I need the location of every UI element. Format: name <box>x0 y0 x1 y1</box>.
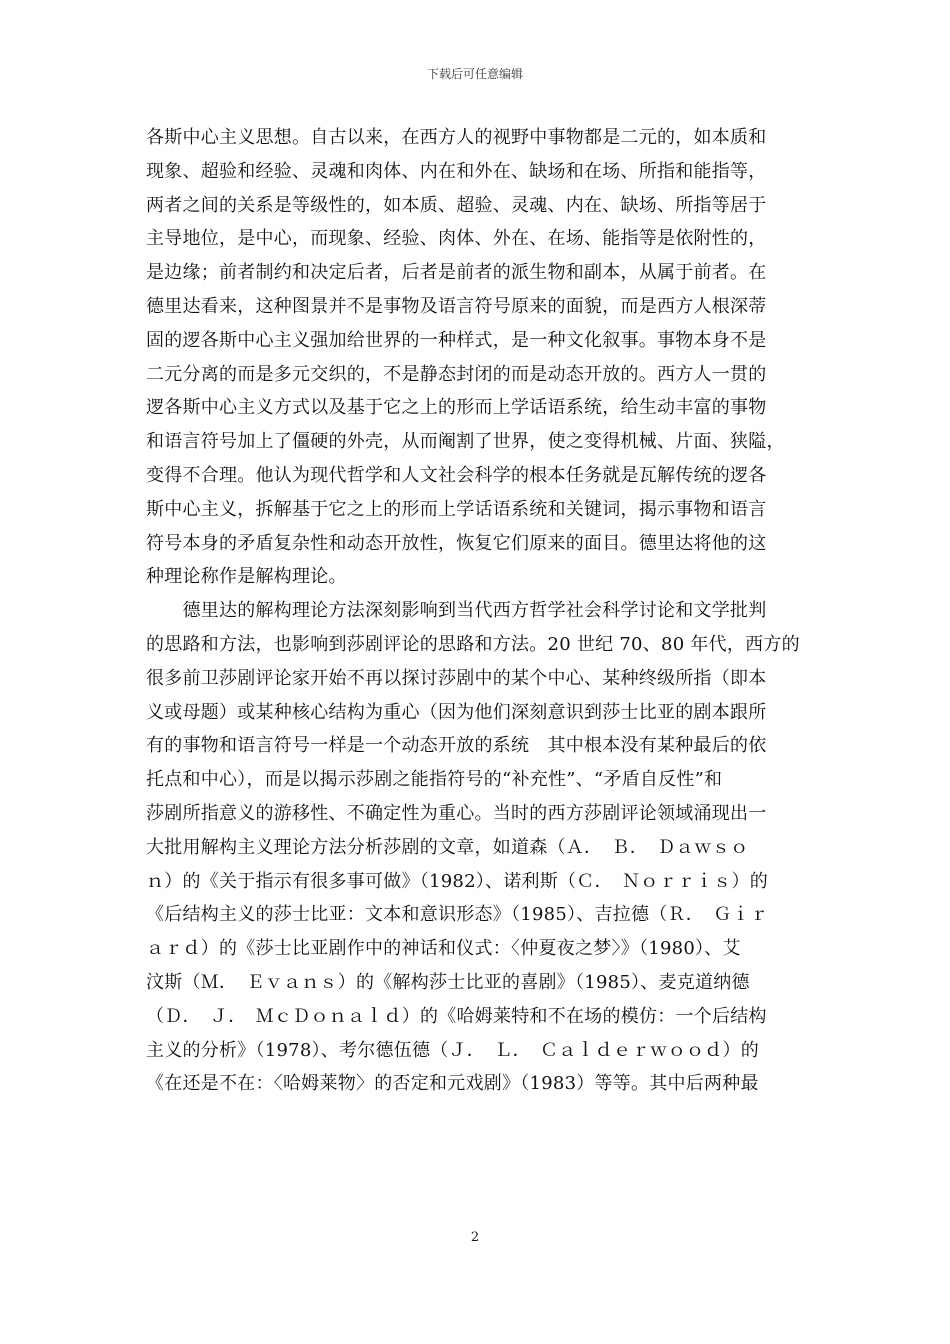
text-line: 和语言符号加上了僵硬的外壳，从而阉割了世界，使之变得机械、片面、狭隘， <box>146 431 785 453</box>
text-line: 种理论称作是解构理论。 <box>146 566 347 588</box>
text-line: 主导地位，是中心，而现象、经验、肉体、外在、在场、能指等是依附性的， <box>146 228 767 250</box>
text-line: 义或母题）或某种核心结构为重心（因为他们深刻意识到莎士比亚的剧本跟所 <box>146 701 767 723</box>
header-text: 下载后可任意编辑 <box>426 67 523 81</box>
text-line: 二元分离的而是多元交织的，不是静态封闭的而是动态开放的。西方人一贯的 <box>146 363 767 385</box>
page-header <box>0 66 950 82</box>
text-line: （Ｄ． Ｊ． ＭｃＤｏｎａｌｄ）的《哈姆莱特和不在场的模仿：一个后结构 <box>146 1005 767 1027</box>
text-line: 很多前卫莎剧评论家开始不再以探讨莎剧中的某个中心、某种终级所指（即本 <box>146 667 767 689</box>
text-line: 《在还是不在：〈哈姆莱物〉的否定和元戏剧》（1983）等等。其中后两种最 <box>146 1073 759 1095</box>
text-line: 有的事物和语言符号一样是一个动态开放的系统 其中根本没有某种最后的依 <box>146 735 767 757</box>
text-line: 现象、超验和经验、灵魂和肉体、内在和外在、缺场和在场、所指和能指等， <box>146 160 767 182</box>
text-line: 托点和中心），而是以揭示莎剧之能指符号的“补充性”、“矛盾自反性”和 <box>146 769 723 791</box>
body-text <box>146 121 814 1101</box>
text-line: 固的逻各斯中心主义强加给世界的一种样式，是一种文化叙事。事物本身不是 <box>146 329 767 351</box>
text-line: 主义的分析》（1978）、考尔德伍德（Ｊ． Ｌ． Ｃａｌｄｅｒｗｏｏｄ）的 <box>146 1039 760 1061</box>
page-footer <box>0 1230 950 1246</box>
text-line: 符号本身的矛盾复杂性和动态开放性，恢复它们原来的面目。德里达将他的这 <box>146 532 767 554</box>
text-line: 德里达的解构理论方法深刻影响到当代西方哲学社会科学讨论和文学批判 <box>146 600 767 622</box>
text-line: 斯中心主义，拆解基于它之上的形而上学话语系统和关键词，揭示事物和语言 <box>146 498 767 520</box>
text-line: 德里达看来，这种图景并不是事物及语言符号原来的面貌，而是西方人根深蒂 <box>146 295 767 317</box>
text-line: ａｒｄ）的《莎士比亚剧作中的神话和仪式：〈仲夏夜之梦〉》（1980）、艾 <box>146 938 741 960</box>
text-line: 是边缘；前者制约和决定后者，后者是前者的派生物和副本，从属于前者。在 <box>146 262 767 284</box>
text-line: 《后结构主义的莎士比亚：文本和意识形态》（1985）、吉拉德（Ｒ． Ｇｉｒ <box>146 904 769 926</box>
text-line: 汶斯（Ｍ． Ｅｖａｎｓ）的《解构莎士比亚的喜剧》（1985）、麦克道纳德 <box>146 971 750 993</box>
text-line: 莎剧所指意义的游移性、不确定性为重心。当时的西方莎剧评论领域涌现出一 <box>146 802 767 824</box>
text-line: ｎ）的《关于指示有很多事可做》（1982）、诺利斯（Ｃ． Ｎｏｒｒｉｓ）的 <box>146 870 769 892</box>
page-number: 2 <box>470 1230 480 1245</box>
text-line: 变得不合理。他认为现代哲学和人文社会科学的根本任务就是瓦解传统的逻各 <box>146 464 767 486</box>
text-line: 的思路和方法，也影响到莎剧评论的思路和方法。20 世纪 70、80 年代，西方的 <box>146 633 800 655</box>
text-line: 各斯中心主义思想。自古以来，在西方人的视野中事物都是二元的，如本质和 <box>146 127 767 148</box>
text-line: 逻各斯中心主义方式以及基于它之上的形而上学话语系统，给生动丰富的事物 <box>146 397 767 419</box>
text-line: 两者之间的关系是等级性的，如本质、超验、灵魂、内在、缺场、所指等居于 <box>146 194 767 216</box>
text-line: 大批用解构主义理论方法分析莎剧的文章，如道森（Ａ． Ｂ． Ｄａｗｓｏ <box>146 836 749 858</box>
